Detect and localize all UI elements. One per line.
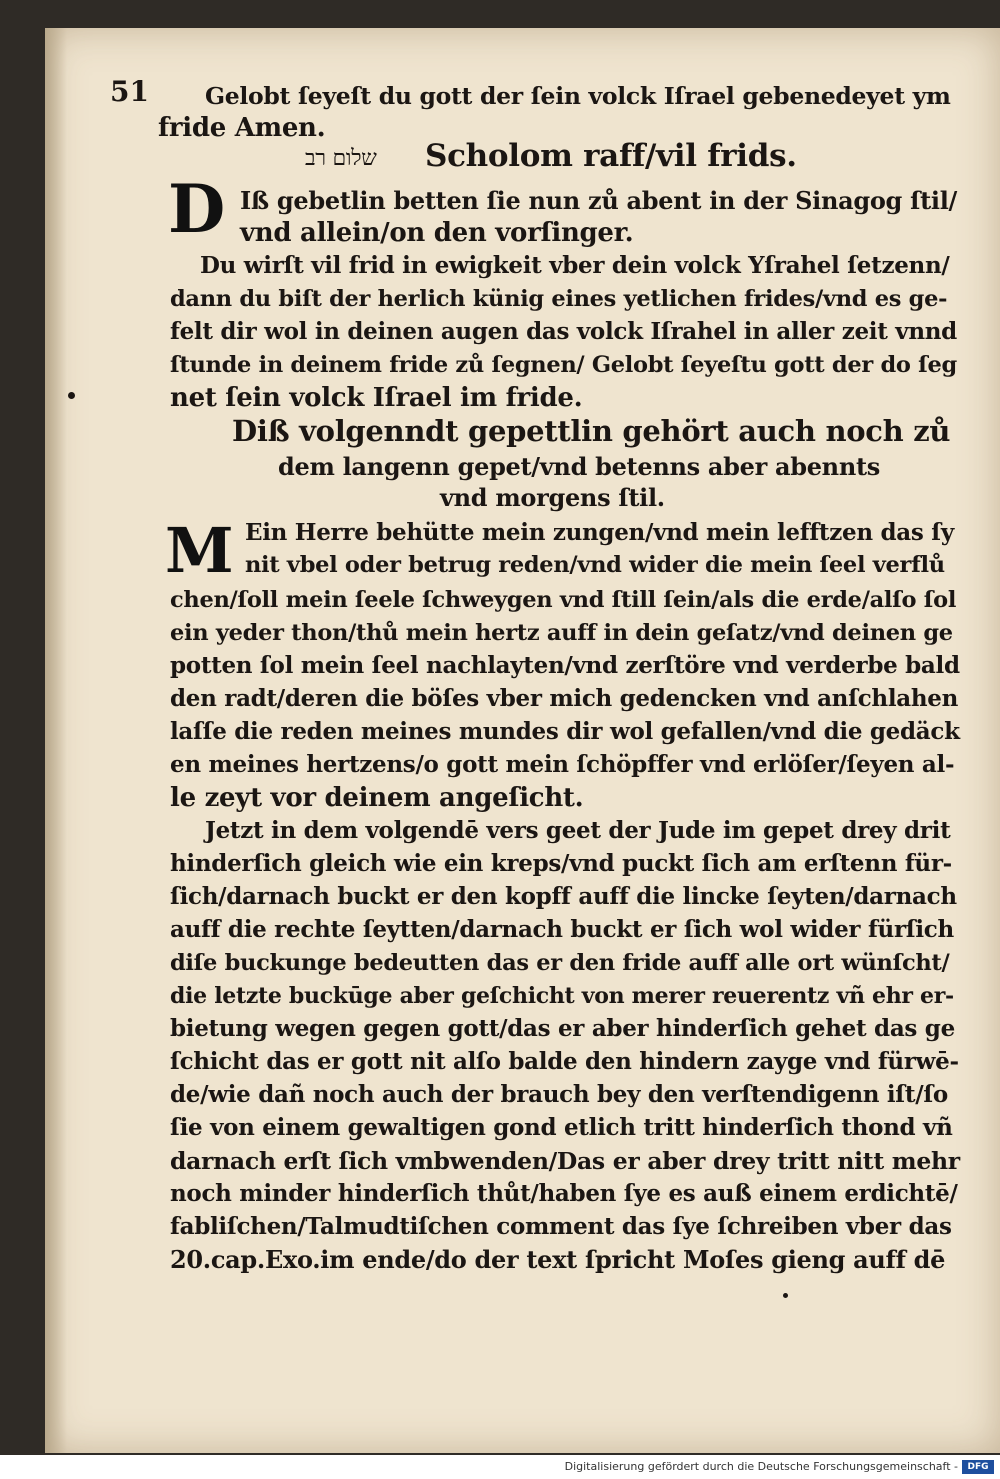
text-line: Iß gebetlin betten ſie nun zů abent in der Sinagog ſtil/ <box>240 186 957 215</box>
footer-credit: Digitalisierung gefördert durch die Deutsche Forschungsgemeinschaft - <box>564 1460 958 1473</box>
text-line: diſe buckunge bedeutten das er den fride auff alle ort wünſcht/ <box>170 950 950 976</box>
page-gutter-shadow <box>45 28 67 1453</box>
text-line: felt dir wol in deinen augen das volck Iſrahel in aller zeit vnnd <box>170 318 957 345</box>
hebrew-heading: שלום רב <box>305 146 377 171</box>
text-line: Ein Herre behütte mein zungen/vnd mein lefftzen das ſy <box>245 519 954 546</box>
text-line: dann du biſt der herlich künig eines yetlichen frides/vnd es ge- <box>170 286 948 312</box>
text-line: fabliſchen/Talmudtiſchen comment das ſye ſchreiben vber das <box>170 1213 952 1240</box>
margin-dot <box>68 392 75 399</box>
text-line: potten ſol mein ſeel nachlayten/vnd zerſtöre vnd verderbe bald <box>170 652 960 679</box>
text-line: hinderſich gleich wie ein kreps/vnd puckt ſich am erſtenn für- <box>170 850 952 877</box>
text-line: ſtunde in deinem fride zů ſegnen/ Gelobt ſeyeſtu gott der do ſeg <box>170 352 957 378</box>
section-heading: Scholom raff/vil frids. <box>425 138 797 174</box>
text-line: noch minder hinderſich thůt/haben ſye es auß einem erdichtē/ <box>170 1180 958 1207</box>
text-line: Du wirſt vil frid in ewigkeit vber dein volck Yſrahel ſetzenn/ <box>200 252 950 279</box>
text-line: en meines hertzens/o gott mein ſchöpffer vnd erlöſer/ſeyen al- <box>170 751 955 778</box>
text-line: die letzte buckūge aber geſchicht von merer reuerentz vñ ehr er- <box>170 983 954 1009</box>
drop-initial: D <box>168 170 226 248</box>
text-line: auff die rechte ſeytten/darnach buckt er ſich wol wider fürſich <box>170 916 954 943</box>
section-heading: vnd morgens ſtil. <box>440 483 665 512</box>
text-line: laſſe die reden meines mundes dir wol gefallen/vnd die gedäck <box>170 718 960 745</box>
text-line: chen/ſoll mein ſeele ſchweygen vnd ſtill ſein/als die erde/alſo ſol <box>170 587 957 613</box>
text-line: net ſein volck Iſrael im fride. <box>170 383 583 413</box>
text-line: 20.cap.Exo.im ende/do der text ſpricht Moſes gieng auff dē <box>170 1245 946 1274</box>
text-line: de/wie dañ noch auch der brauch bey den verſtendigenn iſt/ſo <box>170 1081 948 1108</box>
page-number: 51 <box>110 75 149 108</box>
text-line: bietung wegen gegen gott/das er aber hinderſich gehet das ge <box>170 1015 955 1042</box>
text-line: Jetzt in dem volgendē vers geet der Jude im gepet drey drit <box>205 817 951 844</box>
text-line: nit vbel oder betrug reden/vnd wider die mein ſeel verflů <box>245 552 945 578</box>
drop-initial: M <box>165 514 234 587</box>
text-line: ſich/darnach buckt er den kopff auff die lincke ſeyten/darnach <box>170 883 957 910</box>
section-heading: dem langenn gepet/vnd betenns aber abennts <box>278 452 880 481</box>
text-line: fride Amen. <box>158 113 326 143</box>
text-line: ſchicht das er gott nit alſo balde den hindern zayge vnd fürwē- <box>170 1048 959 1075</box>
text-line: le zeyt vor deinem angeſicht. <box>170 783 584 813</box>
text-line: den radt/deren die böſes vber mich gedencken vnd anſchlahen <box>170 685 959 712</box>
text-line: ein yeder thon/thů mein hertz auff in dein geſatz/vnd deinen ge <box>170 620 953 646</box>
text-line: darnach erſt ſich vmbwenden/Das er aber drey tritt nitt mehr <box>170 1147 960 1175</box>
text-line: vnd allein/on den vorſinger. <box>240 218 634 248</box>
text-line: Gelobt ſeyeſt du gott der ſein volck Iſrael gebenedeyet ym <box>205 82 951 110</box>
footer-bar <box>0 1457 1000 1479</box>
text-line: ſie von einem gewaltigen gond etlich tritt hinderſich thond vñ <box>170 1114 953 1141</box>
section-heading: Diß volgenndt gepettlin gehört auch noch zů <box>232 414 951 448</box>
margin-dot <box>783 1293 788 1298</box>
dfg-logo: DFG <box>962 1460 994 1474</box>
